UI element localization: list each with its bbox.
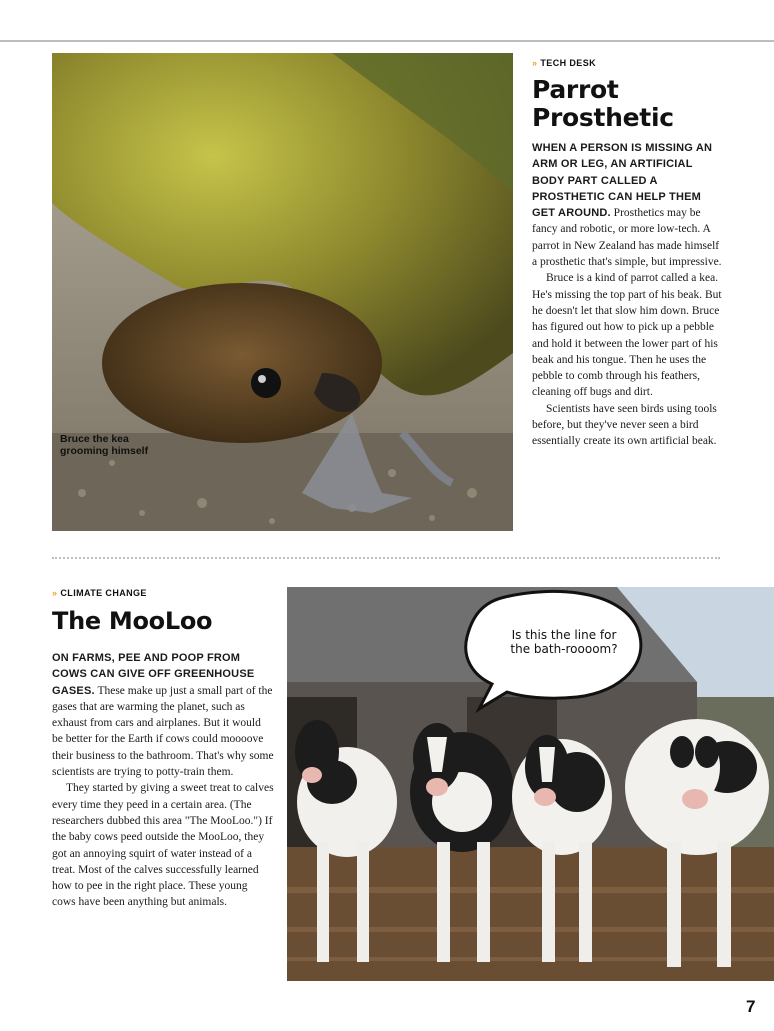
section-label-climate-change xyxy=(52,588,147,598)
article-title-parrot-prosthetic xyxy=(532,76,674,132)
section-label-text: TECH DESK xyxy=(540,58,597,68)
top-rule xyxy=(0,40,774,42)
kea-lead: WHEN A PERSON IS MISSING AN ARM OR LEG, AN ARTIFICIAL BODY PART CALLED A PROSTHETIC CAN HELP THEM GET AROUND. xyxy=(532,142,713,220)
kea-photo xyxy=(52,53,513,531)
chevron-double-right-icon: » xyxy=(532,58,538,68)
chevron-double-right-icon: » xyxy=(52,588,58,598)
page-number: 7 xyxy=(746,997,756,1016)
cow-paragraph-1: These make up just a small part of the gases that are warming the planet, such as exhaust from cars and airplanes. But it would be better for the Earth if cows could moooove their business to the bathroom. That's why some scientists are trying to potty-train them. xyxy=(52,684,274,779)
kea-photo-caption: Bruce the kea grooming himself xyxy=(60,433,149,457)
section-label-text: CLIMATE CHANGE xyxy=(60,588,147,598)
article-title-mooloo: The MooLoo xyxy=(52,607,213,635)
kea-paragraph-3: Scientists have seen birds using tools before, but they've never seen a bird essentially create its own artificial beak. xyxy=(532,402,717,448)
section-label-tech-desk xyxy=(532,58,596,68)
title-line-2: Prosthetic xyxy=(532,103,674,132)
kea-illustration xyxy=(52,53,513,531)
section-divider xyxy=(52,557,720,559)
title-line-1: Parrot xyxy=(532,75,619,104)
kea-article-body xyxy=(532,140,724,450)
cow-paragraph-2: They started by giving a sweet treat to calves every time they peed in a certain area. (The researchers dubbed this area "The MooLoo.") If the baby cows peed outside the MooLoo, they got an annoying squirt of water instead of a treat. Most of the calves successfully learned how to pee in the right place. These young cows have been anything but animals. xyxy=(52,782,274,909)
kea-paragraph-2: Bruce is a kind of parrot called a kea. He's missing the top part of his beak. But he doesn't let that slow him down. Bruce has figured out how to pick up a pebble and hold it between the lower part of his beak and his tongue. Then he uses the pebble to comb through his feathers, cleaning off bugs and dirt. xyxy=(532,272,722,399)
cow-lead: ON FARMS, PEE AND POOP FROM COWS CAN GIVE OFF GREENHOUSE GASES. xyxy=(52,652,255,697)
kea-paragraph-1: Prosthetics may be fancy and robotic, or more low-tech. A parrot in New Zealand has made himself a prosthetic that's simple, but impressive. xyxy=(532,207,722,269)
speech-bubble-text: Is this the line for the bath-roooom? xyxy=(510,628,618,656)
cow-article-body xyxy=(52,650,274,911)
